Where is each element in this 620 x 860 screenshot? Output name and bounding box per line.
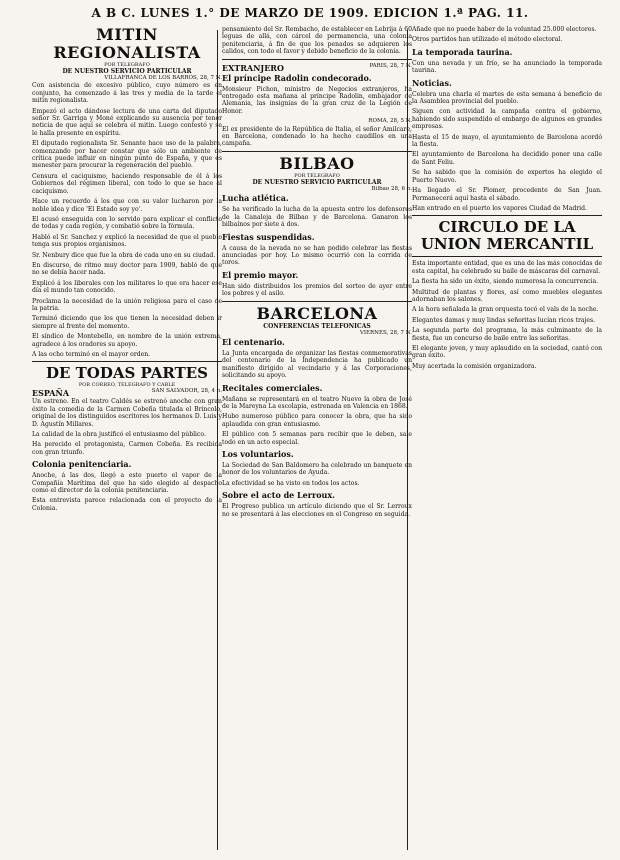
paragraph: Han sido distribuidos los premios del sorteo de ayer entre los pobres y el asilo. bbox=[222, 282, 412, 298]
divider bbox=[412, 256, 602, 257]
paragraph: El público con 5 semanas para recibir que le deben, sale todo en un acto especial. bbox=[222, 431, 412, 446]
paragraph: Terminó diciendo que los que tienen la necesidad deben ir siempre al frente del momento. bbox=[32, 315, 222, 330]
page-header: A B C. LUNES 1.° DE MARZO DE 1909. EDICION 1.ª PAG. 11. bbox=[91, 6, 529, 20]
paragraph: pensamiento del Sr. Rembacho, de establecer en Lebrija á 60 leguas de allá, con cárcel de permanencia, una colonia penitenciaria, á fin de que los penados se adquieren los calidos, con todo el favor y debido beneficio de la colonia. bbox=[222, 26, 412, 56]
paragraph: Esta entrevista parece relacionada con el proyecto de la Colonia. bbox=[32, 497, 222, 512]
section-title: Recitales comerciales. bbox=[222, 382, 323, 393]
paragraph: El Progreso publica un artículo diciendo que el Sr. Lerroux no se presentará á las elecciones en el Congreso en seguida. bbox=[222, 503, 412, 518]
divider bbox=[222, 151, 412, 152]
section-title: Lucha atlética. bbox=[222, 193, 289, 204]
barcelona-subhead: CONFERENCIAS TELEFONICAS bbox=[263, 322, 371, 330]
bilbao-date: Bilbao 28, 6 n. bbox=[371, 185, 412, 192]
paragraph: Habló el Sr. Sanchez y explicó la necesidad de que el pueblo tenga sus propios organismos. bbox=[32, 233, 222, 249]
section-title: Noticias. bbox=[412, 77, 452, 88]
paragraph: Celebra una charla el martes de esta semana á beneficio de la Asamblea provincial del pueblo. bbox=[412, 90, 602, 106]
column-1 bbox=[32, 26, 222, 515]
section-title: El centenario. bbox=[222, 336, 285, 347]
paragraph: Esta importante entidad, que es una de las más conocidas de esta capital, ha celebrado su baile de máscaras del carnaval. bbox=[412, 260, 602, 275]
paragraph: Sr. Nenbury dice que fue la obra de cada uno en su ciudad. bbox=[32, 251, 216, 259]
barcelona-date: VIERNES, 28, 7 N. bbox=[359, 329, 412, 336]
extranjero-row bbox=[222, 63, 412, 73]
paragraph: Otros partidos han utilizado el método electoral. bbox=[412, 36, 563, 44]
paragraph: A la hora señalada la gran orquesta tocó el vals de la noche. bbox=[412, 306, 599, 314]
divider bbox=[222, 301, 412, 302]
paragraph: Empezó el acto dándose lectura de una carta del diputado señor Sr. Garriga y Moné explicando su ausencia por tener noticia de que aquí se celebra el mitin. Luego contestó y se le halla presente en espíritu. bbox=[32, 107, 222, 137]
paragraph: El acusó enseguida con lo servido para explicar el conflicto de todas y cada región, y combatió sobre la fórmula. bbox=[32, 215, 222, 231]
paragraph: Se ha sabido que la comisión de expertos ha elegido el Puerto Nuevo. bbox=[412, 169, 602, 184]
todas-partes-subhead: POR CORREO, TELEGRAFO Y CABLE bbox=[78, 382, 176, 389]
paragraph: El ayuntamiento de Barcelona ha decidido poner una calle de Sant Feliu. bbox=[412, 151, 602, 166]
section-title: La temporada taurina. bbox=[412, 46, 513, 57]
mitin-subhead: POR TELEGRAFO bbox=[104, 62, 150, 68]
paragraph: A causa de la nevada no se han podido celebrar las fiestas anunciadas por hoy. Lo mismo ocurrió con la corrida de toros. bbox=[222, 244, 412, 267]
section-title: Fiestas suspendidas. bbox=[222, 231, 315, 242]
paragraph: La fiesta ha sido un éxito, siendo numerosa la concurrencia. bbox=[412, 278, 599, 286]
section-title: El príncipe Radolin condecorado. bbox=[222, 72, 372, 83]
bilbao-subhead: POR TELEGRAFO bbox=[294, 172, 340, 179]
paragraph: Siguen con actividad la campaña contra el gobierno, habiendo sido suspendido el embargo de algunos en grandes empresas. bbox=[412, 108, 602, 131]
paragraph: Monsieur Pichon, ministro de Negocios extranjeros, ha entregado esta mañana al príncipe Radolin, embajador de Alemania, las insignias de la gran cruz de la Legión de Honor. bbox=[222, 85, 412, 115]
paragraph: Elegantes damas y muy lindas señoritas lucían ricos trajes. bbox=[412, 316, 596, 324]
paragraph: Con una nevada y un frío, se ha anunciado la temporada taurina. bbox=[412, 59, 602, 75]
extranjero-label: EXTRANJERO bbox=[222, 62, 284, 73]
divider bbox=[222, 59, 412, 60]
section-title: Los voluntarios. bbox=[222, 449, 294, 459]
espana-label: ESPAÑA bbox=[32, 388, 70, 399]
bilbao-title: BILBAO bbox=[279, 153, 355, 173]
paragraph: La Sociedad de San Baldomero ha celebrado un banquete en honor de los voluntarios de Ayuda. bbox=[222, 462, 412, 477]
divider bbox=[32, 361, 222, 362]
paragraph: Mañana se representará en el teatro Nuevo la obra de José de la Mareyna La escolapia, estrenada en Valencia en 1868. bbox=[222, 395, 412, 410]
paragraph: Ha perecido el protagonista, Carmen Cobeña. Es recibida con gran triunfo. bbox=[32, 441, 222, 456]
paragraph: El ex presidente de la República de Italia, el señor Amilcare, en Barcelona, condenado lo ha hecho caudillos en una campaña. bbox=[222, 125, 412, 148]
todas-partes-title: DE TODAS PARTES bbox=[45, 364, 209, 383]
paragraph: Ha llegado el Sr. Plomer, procedente de San Juan. Permanecerá aquí hasta el sábado. bbox=[412, 187, 602, 202]
espana-row bbox=[32, 388, 222, 398]
paragraph: La segunda parte del programa, la más culminante de la fiesta, fue un concurso de baile entre las señoritas. bbox=[412, 327, 602, 342]
column-3 bbox=[412, 26, 602, 373]
section-title: El premio mayor. bbox=[222, 269, 299, 280]
extranjero-date: PARIS, 28, 7 N. bbox=[369, 62, 412, 69]
espana-date: SAN SALVADOR, 28, 4 n. bbox=[151, 388, 222, 395]
paragraph: Proclama la necesidad de la unión religiosa para el caso de la patria. bbox=[32, 297, 222, 312]
paragraph: La calidad de la obra justificó el entusiasmo del público. bbox=[32, 431, 206, 439]
paragraph: Han entrado en el puerto los vapores Ciudad de Madrid. bbox=[412, 204, 587, 212]
paragraph: El diputado regionalista Sr. Senante hace uso de la palabra, comenzando por hacer constar que sólo un ambiente de crítica puede influir en ningún punto de España, y que es menester para procurar la regeneración del pueblo. bbox=[32, 140, 222, 170]
paragraph: La efectividad se ha visto en todos los actos. bbox=[222, 479, 360, 487]
divider bbox=[412, 215, 602, 216]
paragraph: Multitud de plantas y flores, así como muebles elegantes adornaban los salones. bbox=[412, 288, 602, 303]
paragraph: Censura el caciquismo, haciendo responsable de él á los Gobiernos del régimen liberal, con todo lo que se hace al caciquismo. bbox=[32, 172, 222, 195]
paragraph: Un estreno. En el teatro Caldés se estrenó anoche con gran éxito la comedia de la Carmen Cobeña titulada el Brincolo, original de los distinguidos escritores los hermanos D. Luis y D. Agustín Millares. bbox=[32, 398, 222, 428]
paragraph: En discurso, de ritmo muy doctor para 1909, habló de que no se debía hacer nada. bbox=[32, 261, 222, 277]
mitin-title: MITIN REGIONALISTA bbox=[53, 25, 201, 62]
paragraph: Se ha verificado la lucha de la apuesta entre los defensores de la Canaleja de Bilbao y de Barcelona. Ganaron los bilbaínos por siete á dos. bbox=[222, 206, 412, 229]
section-title: Colonia penitenciaria. bbox=[32, 459, 132, 470]
paragraph: Hasta el 15 de mayo, el ayuntamiento de Barcelona acordó la fiesta. bbox=[412, 133, 602, 149]
paragraph: A las ocho terminó en el mayor orden. bbox=[32, 351, 151, 358]
paragraph: Explicó á los liberales con los militares lo que era hacer ese día el mundo tan conocido. bbox=[32, 279, 222, 295]
paragraph: Añade que no puede haber de la voluntad 25.000 electores. bbox=[412, 26, 597, 33]
paragraph: Muy acertada la comisión organizadora. bbox=[412, 362, 537, 370]
circulo-title: CIRCULO DE LA UNION MERCANTIL bbox=[420, 218, 594, 254]
paragraph: Anoche, á las dos, llegó a este puerto el vapor de la Compañía Marítima del que ha sido elegido al despacho como el director de la colonia penitenciaria. bbox=[32, 472, 222, 495]
paragraph: El elegante joven, y muy aplaudido en la sociedad, cantó con gran éxito. bbox=[412, 344, 602, 360]
paragraph: El síndico de Montebello, en nombre de la unión extrema, agradece á los oradores su apoyo. bbox=[32, 333, 222, 348]
bilbao-subhead-2: DE NUESTRO SERVICIO PARTICULAR bbox=[252, 178, 382, 186]
paragraph: Con asistencia de excesivo público, cuyo número es en conjunto, ha comenzado á las tres y media de la tarde el mitin regionalista. bbox=[32, 82, 222, 105]
roma-date: ROMA, 28, 5 N. bbox=[368, 118, 412, 125]
mitin-subhead-2: DE NUESTRO SERVICIO PARTICULAR bbox=[62, 68, 192, 75]
section-title: Sobre el acto de Lerroux. bbox=[222, 490, 335, 501]
column-2 bbox=[222, 26, 412, 521]
barcelona-title: BARCELONA bbox=[256, 303, 378, 323]
paragraph: Hace un recuerdo á los que con su valor lucharon por la noble idea y dice 'El Estado soy yo'. bbox=[32, 198, 222, 213]
paragraph: La Junta encargada de organizar las fiestas conmemorativas del centenario de la Independencia ha publicado un manifiesto dirigido al vecindario y á las Corporaciones, solicitando su apoyo. bbox=[222, 349, 412, 380]
paragraph: Hubo numeroso público para conocer la obra, que ha sido aplaudida con gran entusiasmo. bbox=[222, 413, 412, 428]
mitin-date: VILLAFRANCA DE LOS BARROS, 28, 7 N. bbox=[104, 75, 222, 81]
